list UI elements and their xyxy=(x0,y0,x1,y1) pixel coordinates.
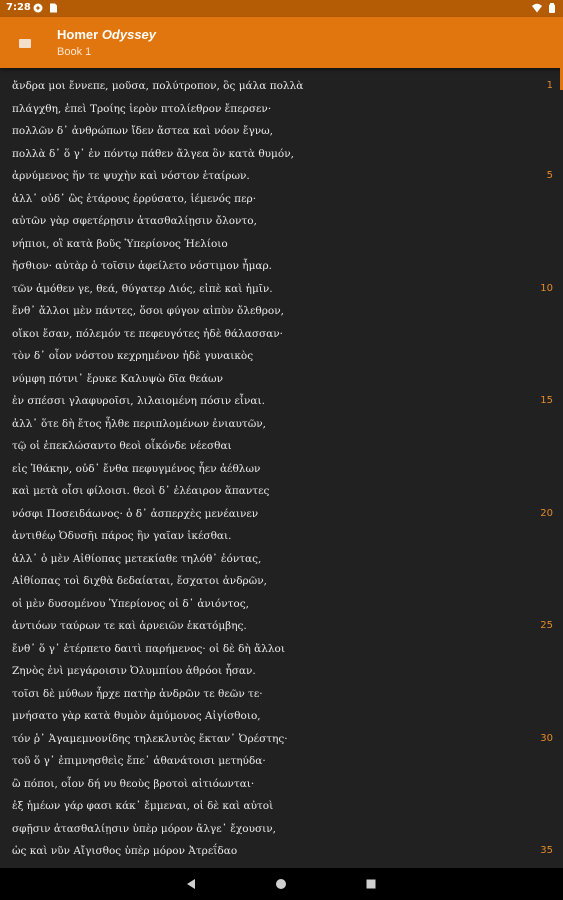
document-icon xyxy=(48,3,58,13)
line-number: 10 xyxy=(540,282,553,294)
line-number: 35 xyxy=(540,845,553,856)
verse-line[interactable] xyxy=(12,435,553,458)
verse-text: ὢ πόποι, οἷον δή νυ θεοὺς βροτοὶ αἰτιόωνται· xyxy=(12,777,255,790)
status-right-icons xyxy=(532,3,557,13)
verse-text: ἐν σπέσσι γλαφυροῖσι, λιλαιομένη πόσιν εἶναι. xyxy=(12,395,265,407)
verse-line[interactable] xyxy=(12,480,553,503)
recents-icon xyxy=(365,878,377,890)
verse-text: ὡς καὶ νῦν Αἴγισθος ὑπὲρ μόρον Ἀτρεΐδαο xyxy=(12,845,238,857)
verse-line[interactable] xyxy=(12,638,553,661)
app-bar xyxy=(0,17,563,68)
verse-line[interactable] xyxy=(12,98,553,121)
verse-line[interactable] xyxy=(12,368,553,391)
wifi-icon xyxy=(532,3,542,13)
verse-text: ἔνθ᾽ ἄλλοι μὲν πάντες, ὅσοι φύγον αἰπὺν ὄλεθρον, xyxy=(12,305,284,317)
verse-line[interactable] xyxy=(12,818,553,841)
title-block xyxy=(57,27,156,60)
verse-line[interactable] xyxy=(12,323,553,346)
line-number: 15 xyxy=(540,395,553,406)
back-icon xyxy=(185,878,197,890)
verse-line[interactable] xyxy=(12,75,553,98)
verse-line[interactable] xyxy=(12,525,553,548)
verse-text: εἰς Ἰθάκην, οὐδ᾽ ἔνθα πεφυγμένος ἦεν ἀέθλων xyxy=(12,462,261,475)
verse-text: πολλῶν δ᾽ ἀνθρώπων ἴδεν ἄστεα καὶ νόον ἔγνω, xyxy=(12,125,274,137)
verse-text: τῷ οἱ ἐπεκλώσαντο θεοὶ οἶκόνδε νέεσθαι xyxy=(12,440,232,452)
verse-line[interactable] xyxy=(12,255,553,278)
verse-line[interactable] xyxy=(12,660,553,683)
verse-text: τὸν δ᾽ οἶον νόστου κεχρημένον ἠδὲ γυναικὸς xyxy=(12,350,254,362)
verse-line[interactable] xyxy=(12,300,553,323)
verse-line[interactable] xyxy=(12,165,553,188)
menu-button[interactable] xyxy=(12,30,38,56)
verse-line[interactable] xyxy=(12,750,553,773)
verse-text: οἴκοι ἔσαν, πόλεμόν τε πεφευγότες ἠδὲ θάλασσαν· xyxy=(12,327,283,340)
verse-text: τῶν ἁμόθεν γε, θεά, θύγατερ Διός, εἰπὲ καὶ ἡμῖν. xyxy=(12,282,273,295)
verse-text: ἤσθιον· αὐτὰρ ὁ τοῖσιν ἀφείλετο νόστιμον ἦμαρ. xyxy=(12,260,273,272)
page-title xyxy=(57,27,156,43)
verse-line[interactable] xyxy=(12,188,553,211)
verse-text: πλάγχθη, ἐπεὶ Τροίης ἱερὸν πτολίεθρον ἔπερσεν· xyxy=(12,102,272,115)
verse-line[interactable] xyxy=(12,278,553,301)
verse-text: ἀλλ᾽ ὁ μὲν Αἰθίοπας μετεκίαθε τηλόθ᾽ ἐόντας, xyxy=(12,552,262,565)
back-button[interactable] xyxy=(183,876,199,892)
verse-text: ἀρνύμενος ἥν τε ψυχὴν καὶ νόστον ἑταίρων. xyxy=(12,170,250,182)
verse-line[interactable] xyxy=(12,120,553,143)
line-number: 1 xyxy=(546,80,553,91)
status-left-icons xyxy=(33,3,58,13)
verse-text: τοῖσι δὲ μύθων ἦρχε πατὴρ ἀνδρῶν τε θεῶν τε· xyxy=(12,687,263,700)
verse-line[interactable] xyxy=(12,683,553,706)
verse-text: αὐτῶν γὰρ σφετέρῃσιν ἀτασθαλίῃσιν ὄλοντο, xyxy=(12,215,257,227)
verse-line[interactable] xyxy=(12,795,553,818)
verse-text: Αἰθίοπας τοὶ διχθὰ δεδαίαται, ἔσχατοι ἀνδρῶν, xyxy=(12,575,267,587)
verse-text: ἀλλ᾽ οὐδ᾽ ὣς ἑτάρους ἐρρύσατο, ἱέμενός περ· xyxy=(12,192,257,205)
line-number: 5 xyxy=(546,170,553,181)
verse-text: νήπιοι, οἳ κατὰ βοῦς Ὑπερίονος Ἠελίοιο xyxy=(12,237,228,250)
verse-line[interactable] xyxy=(12,570,553,593)
verse-text: τόν ῥ᾽ Ἀγαμεμνονίδης τηλεκλυτὸς ἔκταν᾽ Ὀρέστης· xyxy=(12,732,288,745)
status-bar xyxy=(0,0,563,17)
title-author: Homer xyxy=(57,27,99,42)
title-work: Odyssey xyxy=(101,27,157,42)
verse-line[interactable] xyxy=(12,593,553,616)
recents-button[interactable] xyxy=(363,876,379,892)
battery-icon xyxy=(547,3,557,13)
verse-line[interactable] xyxy=(12,773,553,796)
home-icon xyxy=(275,878,287,890)
verse-line[interactable] xyxy=(12,503,553,526)
verse-text: οἱ μὲν δυσομένου Ὑπερίονος οἱ δ᾽ ἀνιόντος, xyxy=(12,597,249,610)
menu-icon xyxy=(19,39,31,48)
verse-text: ἐξ ἡμέων γάρ φασι κάκ᾽ ἔμμεναι, οἱ δὲ καὶ αὐτοὶ xyxy=(12,800,274,812)
verse-line[interactable] xyxy=(12,233,553,256)
verse-text: τοῦ ὅ γ᾽ ἐπιμνησθεὶς ἔπε᾽ ἀθανάτοισι μετηύδα· xyxy=(12,755,266,767)
line-number: 20 xyxy=(540,507,553,519)
verse-text: ἀντιθέῳ Ὀδυσῆι πάρος ἣν γαῖαν ἱκέσθαι. xyxy=(12,530,232,542)
book-subtitle: Book 1 xyxy=(57,46,92,58)
verse-text: ἄνδρα μοι ἔννεπε, μοῦσα, πολύτροπον, ὃς μάλα πολλὰ xyxy=(12,80,304,92)
verse-line[interactable] xyxy=(12,413,553,436)
home-button[interactable] xyxy=(273,876,289,892)
verse-text: νόσφι Ποσειδάωνος· ὁ δ᾽ ἀσπερχὲς μενέαινεν xyxy=(12,507,259,520)
verse-line[interactable] xyxy=(12,728,553,751)
line-number: 30 xyxy=(540,732,553,744)
verse-line[interactable] xyxy=(12,143,553,166)
verse-line[interactable] xyxy=(12,390,553,413)
verse-text: Ζηνὸς ἐνὶ μεγάροισιν Ὀλυμπίου ἀθρόοι ἦσαν. xyxy=(12,665,256,677)
verse-list[interactable] xyxy=(0,68,563,868)
verse-line[interactable] xyxy=(12,705,553,728)
notification-icon xyxy=(33,3,43,13)
verse-text: καὶ μετὰ οἷσι φίλοισι. θεοὶ δ᾽ ἐλέαιρον ἅπαντες xyxy=(12,485,270,497)
verse-text: νύμφη πότνι᾽ ἔρυκε Καλυψὼ δῖα θεάων xyxy=(12,372,223,385)
verse-line[interactable] xyxy=(12,210,553,233)
verse-text: ἔνθ᾽ ὅ γ᾽ ἐτέρπετο δαιτὶ παρήμενος· οἱ δὲ δὴ ἄλλοι xyxy=(12,642,285,655)
verse-text: μνήσατο γὰρ κατὰ θυμὸν ἀμύμονος Αἰγίσθοιο, xyxy=(12,710,261,722)
verse-line[interactable] xyxy=(12,615,553,638)
verse-line[interactable] xyxy=(12,458,553,481)
verse-text: ἀλλ᾽ ὅτε δὴ ἔτος ἦλθε περιπλομένων ἐνιαυτῶν, xyxy=(12,417,267,430)
navigation-bar xyxy=(0,868,563,900)
verse-line[interactable] xyxy=(12,840,553,863)
verse-text: σφῇσιν ἀτασθαλίῃσιν ὑπὲρ μόρον ἄλγε᾽ ἔχουσιν, xyxy=(12,822,276,835)
verse-text: ἀντιόων ταύρων τε καὶ ἀρνειῶν ἑκατόμβης. xyxy=(12,620,247,632)
status-time: 7:28 xyxy=(6,2,31,13)
verse-line[interactable] xyxy=(12,548,553,571)
verse-line[interactable] xyxy=(12,345,553,368)
verse-text: πολλὰ δ᾽ ὅ γ᾽ ἐν πόντῳ πάθεν ἄλγεα ὃν κατὰ θυμόν, xyxy=(12,147,294,160)
line-number: 25 xyxy=(540,620,553,631)
